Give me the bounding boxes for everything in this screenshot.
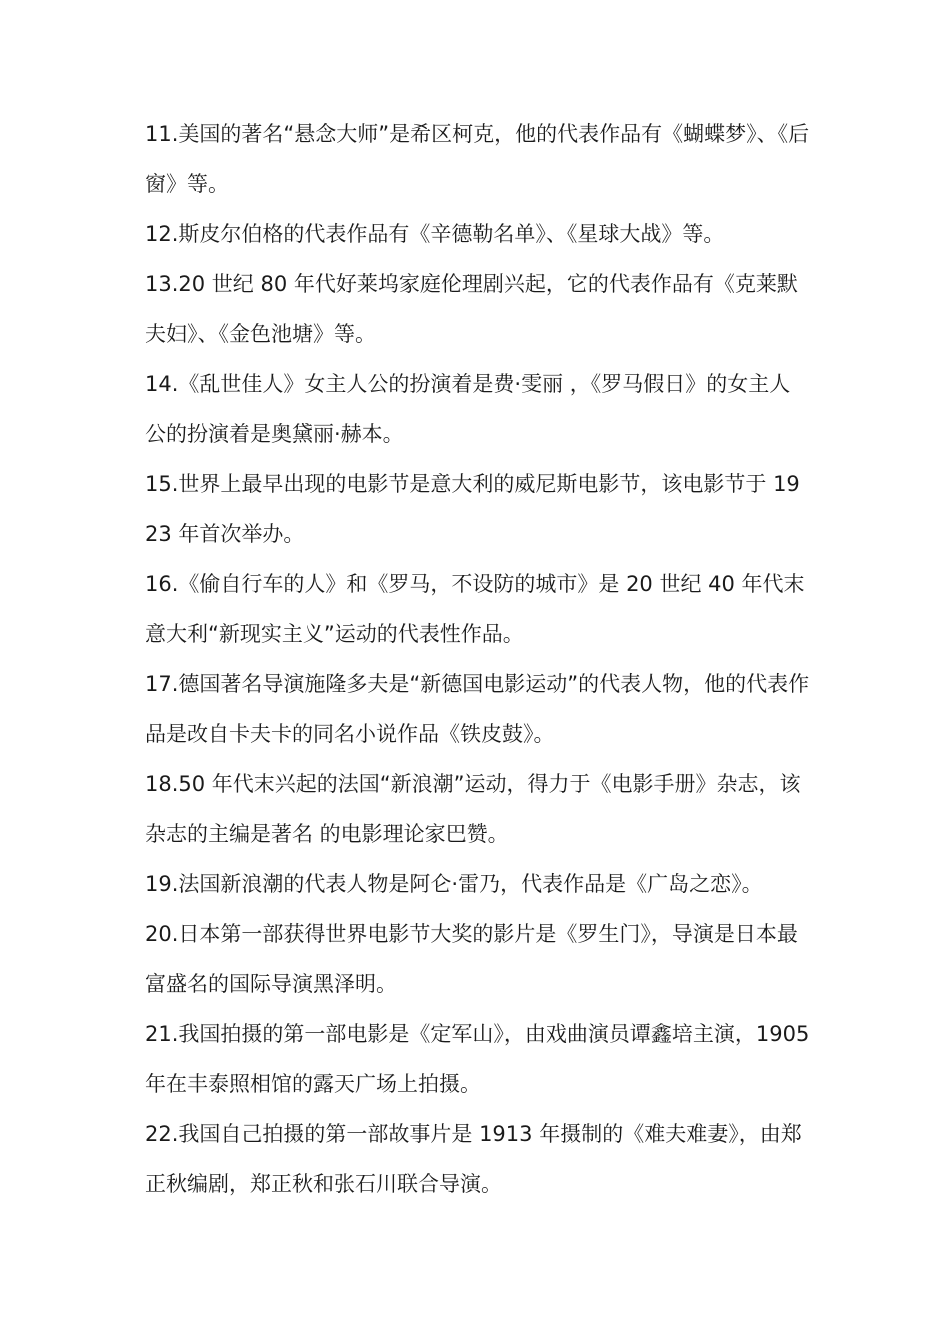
list-item-22: 22.我国自己拍摄的第一部故事片是 1913 年摄制的《难夫难妻》，由郑正秋编剧，郑正秋和张石川联合导演。 [145,1122,802,1196]
list-item-18: 18.50 年代末兴起的法国“新浪潮”运动，得力于《电影手册》杂志，该杂志的主编是著名 的电影理论家巴赞。 [145,772,801,846]
list-item-19: 19.法国新浪潮的代表人物是阿仑·雷乃，代表作品是《广岛之恋》。 [145,872,763,896]
list-item-21: 21.我国拍摄的第一部电影是《定军山》，由戏曲演员谭鑫培主演，1905 年在丰泰照相馆的露天广场上拍摄。 [145,1022,810,1096]
list-item-20: 20.日本第一部获得世界电影节大奖的影片是《罗生门》，导演是日本最富盛名的国际导演黑泽明。 [145,922,798,996]
list-item-17: 17.德国著名导演施隆多夫是“新德国电影运动”的代表人物，他的代表作品是改自卡夫卡的同名小说作品《铁皮鼓》。 [145,672,810,746]
list-item-12: 12.斯皮尔伯格的代表作品有《辛德勒名单》、《星球大战》等。 [145,222,725,246]
list-item-11: 11.美国的著名“悬念大师”是希区柯克，他的代表作品有《蝴蝶梦》、《后窗》等。 [145,122,810,196]
document-body [145,109,810,1209]
list-item-13: 13.20 世纪 80 年代好莱坞家庭伦理剧兴起，它的代表作品有《克莱默夫妇》、《金色池塘》等。 [145,272,798,346]
list-item-15: 15.世界上最早出现的电影节是意大利的威尼斯电影节，该电影节于 1923 年首次举办。 [145,472,800,546]
list-item-16: 16.《偷自行车的人》和《罗马，不设防的城市》是 20 世纪 40 年代末意大利“新现实主义”运动的代表性作品。 [145,572,805,646]
list-item-14: 14.《乱世佳人》女主人公的扮演着是费·雯丽 ，《罗马假日》的女主人公的扮演着是奥黛丽·赫本。 [145,372,791,446]
